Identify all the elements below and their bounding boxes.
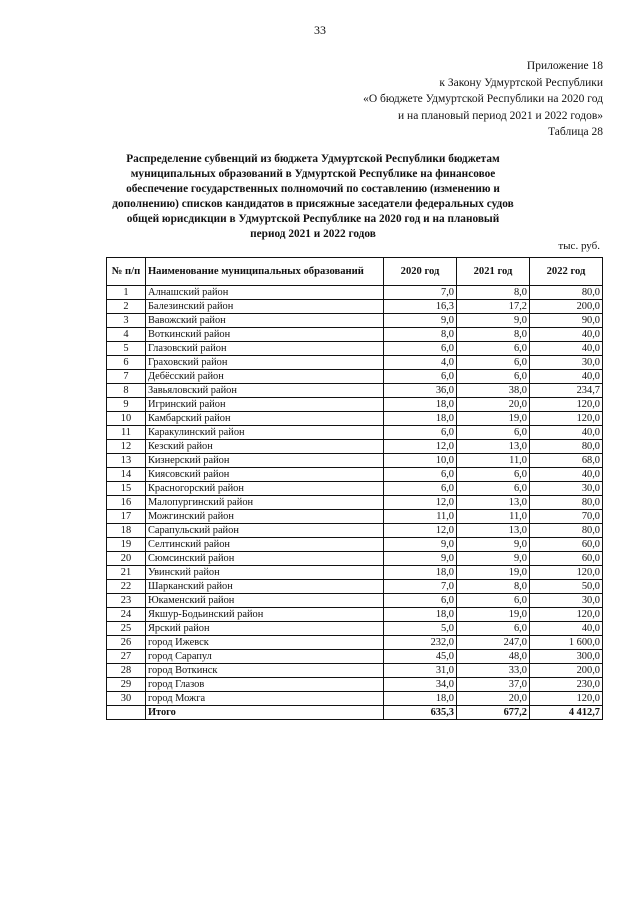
value-2021: 9,0 bbox=[457, 314, 530, 328]
column-header-name: Наименование муниципальных образований bbox=[145, 258, 383, 286]
value-2020: 31,0 bbox=[384, 664, 457, 678]
value-2022: 50,0 bbox=[529, 580, 602, 594]
value-2022: 234,7 bbox=[529, 384, 602, 398]
table-row bbox=[107, 286, 603, 300]
value-2022: 80,0 bbox=[529, 524, 602, 538]
value-2021: 6,0 bbox=[457, 342, 530, 356]
municipality-name: Увинский район bbox=[145, 566, 383, 580]
header-line: и на плановый период 2021 и 2022 годов» bbox=[398, 109, 603, 122]
value-2021: 11,0 bbox=[457, 510, 530, 524]
value-2021: 6,0 bbox=[457, 482, 530, 496]
value-2020: 6,0 bbox=[384, 426, 457, 440]
table-row bbox=[107, 594, 603, 608]
value-2020: 18,0 bbox=[384, 566, 457, 580]
value-2022: 40,0 bbox=[529, 370, 602, 384]
value-2020: 7,0 bbox=[384, 580, 457, 594]
table-body bbox=[107, 286, 603, 720]
table-row bbox=[107, 356, 603, 370]
total-2022: 4 412,7 bbox=[529, 706, 602, 720]
value-2021: 6,0 bbox=[457, 468, 530, 482]
table-row bbox=[107, 608, 603, 622]
value-2020: 18,0 bbox=[384, 398, 457, 412]
value-2021: 247,0 bbox=[457, 636, 530, 650]
header-line: «О бюджете Удмуртской Республики на 2020 год bbox=[363, 93, 603, 105]
table-row bbox=[107, 468, 603, 482]
table-row bbox=[107, 622, 603, 636]
header-line: Приложение 18 bbox=[526, 60, 603, 72]
value-2020: 45,0 bbox=[384, 650, 457, 664]
subsidy-table bbox=[106, 257, 603, 720]
value-2021: 6,0 bbox=[457, 356, 530, 370]
value-2021: 6,0 bbox=[457, 622, 530, 636]
row-number: 23 bbox=[107, 594, 146, 608]
value-2021: 8,0 bbox=[457, 580, 530, 594]
row-number: 21 bbox=[107, 566, 146, 580]
value-2020: 18,0 bbox=[384, 412, 457, 426]
value-2020: 16,3 bbox=[384, 300, 457, 314]
table-row bbox=[107, 300, 603, 314]
table-header-row bbox=[107, 258, 603, 286]
row-number: 14 bbox=[107, 468, 146, 482]
row-number: 1 bbox=[107, 286, 146, 300]
value-2021: 48,0 bbox=[457, 650, 530, 664]
row-number: 9 bbox=[107, 398, 146, 412]
table-row bbox=[107, 426, 603, 440]
municipality-name: Алнашский район bbox=[145, 286, 383, 300]
table-row bbox=[107, 538, 603, 552]
value-2022: 120,0 bbox=[529, 398, 602, 412]
value-2020: 12,0 bbox=[384, 496, 457, 510]
value-2020: 9,0 bbox=[384, 538, 457, 552]
table-row bbox=[107, 384, 603, 398]
document-title: Распределение субвенций из бюджета Удмуртской Республики бюджетам муниципальных образований в Удмуртской Республике на финансовое обеспечение государственных полномочий по составлению (изменению и дополнению) списков кандидатов в присяжные заседатели федеральных судов общей юрисдикции в Удмуртской Республике на 2020 год и на плановый период 2021 и 2022 годов bbox=[112, 153, 514, 240]
row-number: 29 bbox=[107, 678, 146, 692]
table-row bbox=[107, 328, 603, 342]
value-2021: 19,0 bbox=[457, 608, 530, 622]
value-2021: 9,0 bbox=[457, 552, 530, 566]
table-row bbox=[107, 580, 603, 594]
value-2021: 13,0 bbox=[457, 440, 530, 454]
column-header-2021: 2021 год bbox=[457, 258, 530, 286]
total-label: Итого bbox=[145, 706, 383, 720]
value-2021: 17,2 bbox=[457, 300, 530, 314]
municipality-name: город Глазов bbox=[145, 678, 383, 692]
value-2022: 230,0 bbox=[529, 678, 602, 692]
row-number: 6 bbox=[107, 356, 146, 370]
municipality-name: Юкаменский район bbox=[145, 594, 383, 608]
value-2020: 6,0 bbox=[384, 370, 457, 384]
municipality-name: Завьяловский район bbox=[145, 384, 383, 398]
municipality-name: Вавожский район bbox=[145, 314, 383, 328]
value-2020: 12,0 bbox=[384, 524, 457, 538]
column-header-2020: 2020 год bbox=[384, 258, 457, 286]
municipality-name: Воткинский район bbox=[145, 328, 383, 342]
municipality-name: Кезский район bbox=[145, 440, 383, 454]
value-2020: 9,0 bbox=[384, 552, 457, 566]
value-2020: 6,0 bbox=[384, 468, 457, 482]
municipality-name: Глазовский район bbox=[145, 342, 383, 356]
units-label: тыс. руб. bbox=[558, 240, 600, 252]
table-row bbox=[107, 342, 603, 356]
value-2022: 40,0 bbox=[529, 426, 602, 440]
table-row bbox=[107, 496, 603, 510]
value-2022: 40,0 bbox=[529, 328, 602, 342]
row-number: 7 bbox=[107, 370, 146, 384]
value-2022: 80,0 bbox=[529, 496, 602, 510]
value-2021: 19,0 bbox=[457, 412, 530, 426]
header-line: к Закону Удмуртской Республики bbox=[439, 76, 603, 89]
value-2021: 6,0 bbox=[457, 426, 530, 440]
table-row bbox=[107, 370, 603, 384]
row-number: 4 bbox=[107, 328, 146, 342]
municipality-name: Малопургинский район bbox=[145, 496, 383, 510]
municipality-name: Каракулинский район bbox=[145, 426, 383, 440]
row-number: 8 bbox=[107, 384, 146, 398]
value-2020: 6,0 bbox=[384, 482, 457, 496]
value-2022: 80,0 bbox=[529, 440, 602, 454]
table-row bbox=[107, 482, 603, 496]
municipality-name: Можгинский район bbox=[145, 510, 383, 524]
table-row bbox=[107, 566, 603, 580]
value-2022: 40,0 bbox=[529, 468, 602, 482]
value-2022: 60,0 bbox=[529, 552, 602, 566]
value-2020: 4,0 bbox=[384, 356, 457, 370]
row-number: 17 bbox=[107, 510, 146, 524]
table-row bbox=[107, 412, 603, 426]
page-number: 33 bbox=[314, 23, 326, 37]
row-number: 2 bbox=[107, 300, 146, 314]
table-row bbox=[107, 398, 603, 412]
total-number bbox=[107, 706, 146, 720]
value-2020: 18,0 bbox=[384, 692, 457, 706]
table-row bbox=[107, 454, 603, 468]
table-row bbox=[107, 678, 603, 692]
value-2021: 20,0 bbox=[457, 398, 530, 412]
table-row bbox=[107, 510, 603, 524]
value-2020: 9,0 bbox=[384, 314, 457, 328]
value-2021: 13,0 bbox=[457, 524, 530, 538]
column-header-2022: 2022 год bbox=[529, 258, 602, 286]
value-2022: 300,0 bbox=[529, 650, 602, 664]
municipality-name: Селтинский район bbox=[145, 538, 383, 552]
value-2022: 120,0 bbox=[529, 566, 602, 580]
value-2020: 6,0 bbox=[384, 342, 457, 356]
value-2021: 8,0 bbox=[457, 328, 530, 342]
value-2022: 40,0 bbox=[529, 342, 602, 356]
value-2021: 6,0 bbox=[457, 594, 530, 608]
municipality-name: Дебёсский район bbox=[145, 370, 383, 384]
value-2022: 120,0 bbox=[529, 608, 602, 622]
value-2022: 1 600,0 bbox=[529, 636, 602, 650]
row-number: 30 bbox=[107, 692, 146, 706]
value-2022: 30,0 bbox=[529, 594, 602, 608]
municipality-name: Камбарский район bbox=[145, 412, 383, 426]
value-2020: 7,0 bbox=[384, 286, 457, 300]
value-2021: 13,0 bbox=[457, 496, 530, 510]
municipality-name: город Ижевск bbox=[145, 636, 383, 650]
value-2020: 12,0 bbox=[384, 440, 457, 454]
table-row bbox=[107, 636, 603, 650]
value-2022: 30,0 bbox=[529, 482, 602, 496]
value-2022: 40,0 bbox=[529, 622, 602, 636]
row-number: 19 bbox=[107, 538, 146, 552]
total-row bbox=[107, 706, 603, 720]
total-2021: 677,2 bbox=[457, 706, 530, 720]
value-2020: 5,0 bbox=[384, 622, 457, 636]
row-number: 18 bbox=[107, 524, 146, 538]
row-number: 24 bbox=[107, 608, 146, 622]
value-2021: 6,0 bbox=[457, 370, 530, 384]
row-number: 16 bbox=[107, 496, 146, 510]
value-2020: 34,0 bbox=[384, 678, 457, 692]
row-number: 3 bbox=[107, 314, 146, 328]
row-number: 28 bbox=[107, 664, 146, 678]
value-2022: 90,0 bbox=[529, 314, 602, 328]
municipality-name: город Сарапул bbox=[145, 650, 383, 664]
value-2021: 20,0 bbox=[457, 692, 530, 706]
value-2022: 200,0 bbox=[529, 664, 602, 678]
value-2022: 70,0 bbox=[529, 510, 602, 524]
municipality-name: Кизнерский район bbox=[145, 454, 383, 468]
table-row bbox=[107, 440, 603, 454]
row-number: 27 bbox=[107, 650, 146, 664]
value-2021: 9,0 bbox=[457, 538, 530, 552]
document-header bbox=[363, 58, 603, 141]
municipality-name: город Воткинск bbox=[145, 664, 383, 678]
value-2021: 37,0 bbox=[457, 678, 530, 692]
municipality-name: Игринский район bbox=[145, 398, 383, 412]
municipality-name: Киясовский район bbox=[145, 468, 383, 482]
value-2022: 200,0 bbox=[529, 300, 602, 314]
value-2020: 11,0 bbox=[384, 510, 457, 524]
municipality-name: Сюмсинский район bbox=[145, 552, 383, 566]
value-2020: 6,0 bbox=[384, 594, 457, 608]
municipality-name: Балезинский район bbox=[145, 300, 383, 314]
row-number: 20 bbox=[107, 552, 146, 566]
row-number: 11 bbox=[107, 426, 146, 440]
row-number: 12 bbox=[107, 440, 146, 454]
header-line: Таблица 28 bbox=[548, 126, 603, 138]
table-row bbox=[107, 650, 603, 664]
value-2020: 10,0 bbox=[384, 454, 457, 468]
row-number: 13 bbox=[107, 454, 146, 468]
value-2021: 38,0 bbox=[457, 384, 530, 398]
municipality-name: Сарапульский район bbox=[145, 524, 383, 538]
municipality-name: город Можга bbox=[145, 692, 383, 706]
value-2020: 232,0 bbox=[384, 636, 457, 650]
table-row bbox=[107, 664, 603, 678]
value-2021: 11,0 bbox=[457, 454, 530, 468]
municipality-name: Ярский район bbox=[145, 622, 383, 636]
value-2022: 120,0 bbox=[529, 412, 602, 426]
value-2021: 19,0 bbox=[457, 566, 530, 580]
table-row bbox=[107, 552, 603, 566]
row-number: 10 bbox=[107, 412, 146, 426]
table-row bbox=[107, 314, 603, 328]
municipality-name: Шарканский район bbox=[145, 580, 383, 594]
value-2020: 8,0 bbox=[384, 328, 457, 342]
value-2020: 18,0 bbox=[384, 608, 457, 622]
value-2022: 30,0 bbox=[529, 356, 602, 370]
value-2021: 8,0 bbox=[457, 286, 530, 300]
table-row bbox=[107, 692, 603, 706]
municipality-name: Красногорский район bbox=[145, 482, 383, 496]
row-number: 22 bbox=[107, 580, 146, 594]
value-2022: 120,0 bbox=[529, 692, 602, 706]
row-number: 26 bbox=[107, 636, 146, 650]
value-2021: 33,0 bbox=[457, 664, 530, 678]
value-2022: 80,0 bbox=[529, 286, 602, 300]
row-number: 25 bbox=[107, 622, 146, 636]
municipality-name: Граховский район bbox=[145, 356, 383, 370]
total-2020: 635,3 bbox=[384, 706, 457, 720]
row-number: 5 bbox=[107, 342, 146, 356]
value-2022: 60,0 bbox=[529, 538, 602, 552]
table-row bbox=[107, 524, 603, 538]
value-2020: 36,0 bbox=[384, 384, 457, 398]
municipality-name: Якшур-Бодьинский район bbox=[145, 608, 383, 622]
column-header-number: № п/п bbox=[107, 258, 146, 286]
value-2022: 68,0 bbox=[529, 454, 602, 468]
row-number: 15 bbox=[107, 482, 146, 496]
